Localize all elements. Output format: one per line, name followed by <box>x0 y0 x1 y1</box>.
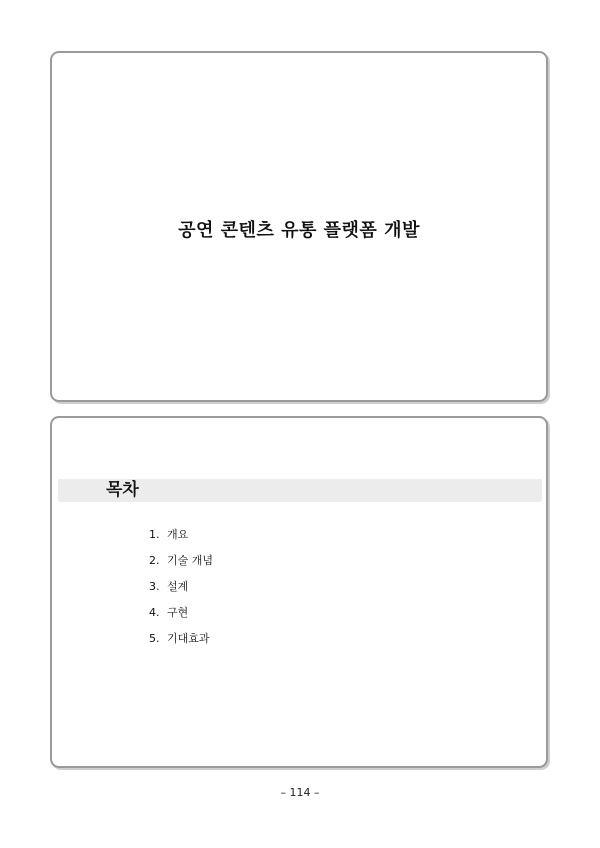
item-label: 개요 <box>167 528 189 541</box>
item-label: 구현 <box>167 606 189 619</box>
slide-title: 공연 콘텐츠 유통 플랫폼 개발 <box>178 220 420 241</box>
list-item <box>149 605 213 631</box>
item-label: 기술 개념 <box>167 554 214 567</box>
item-number: 4. <box>149 606 160 619</box>
title-slide <box>50 51 548 402</box>
list-item <box>149 527 213 553</box>
item-label: 기대효과 <box>167 632 210 645</box>
list-item <box>149 553 213 579</box>
list-item <box>149 631 213 657</box>
item-number: 3. <box>149 580 160 593</box>
contents-slide <box>50 416 548 768</box>
item-number: 2. <box>149 554 160 567</box>
item-label: 설계 <box>167 580 189 593</box>
contents-heading: 목차 <box>106 480 139 500</box>
item-number: 1. <box>149 528 160 541</box>
page-number: – 114 – <box>280 786 320 799</box>
list-item <box>149 579 213 605</box>
contents-list <box>149 527 213 657</box>
item-number: 5. <box>149 632 160 645</box>
